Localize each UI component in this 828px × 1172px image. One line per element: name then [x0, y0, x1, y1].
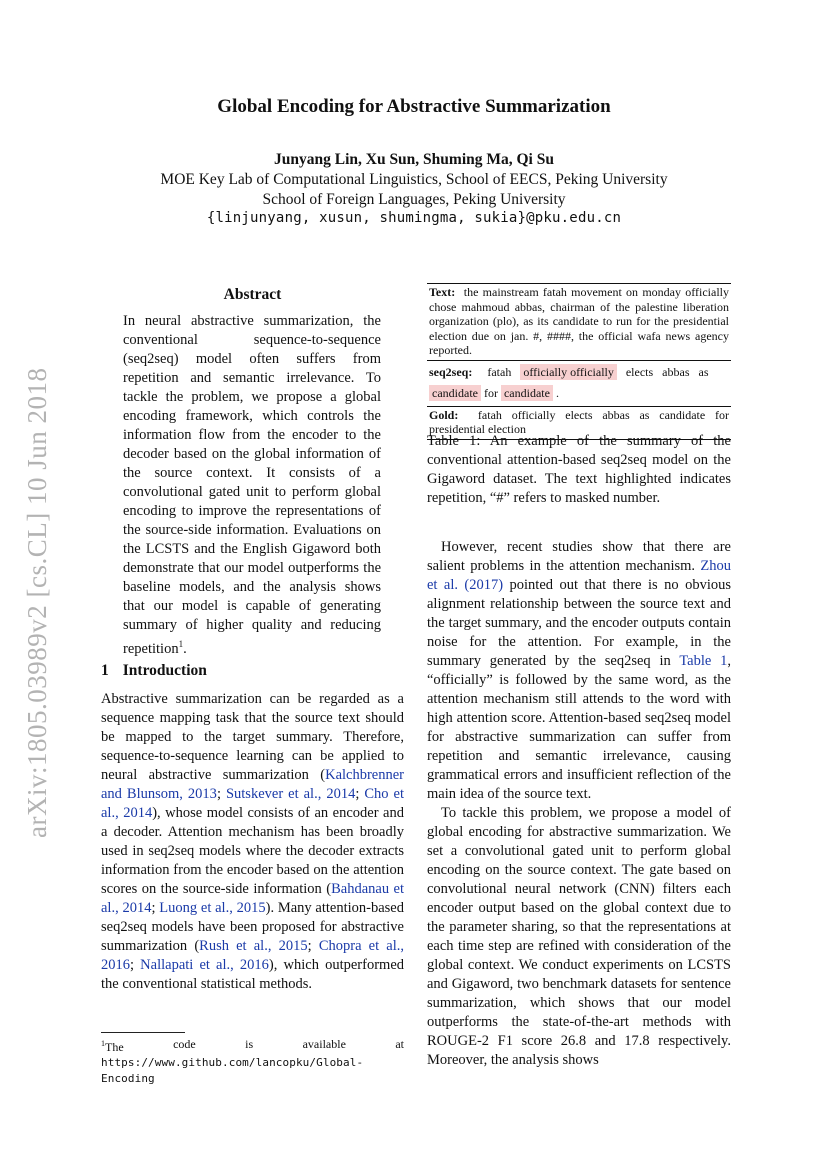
citation-link[interactable]: Sutskever et al., 2014	[225, 786, 356, 802]
table-reference-link[interactable]: Table 1	[679, 653, 728, 669]
citation-separator: ;	[307, 938, 319, 954]
body-text: , “officially” is followed by the same word, as the attention mechanism still attends to the word with high attention score. Attention-based seq2seq model for abstractive summarization can suffer from repetition and semantic irrelevance, causing grammatical errors and insufficient reflection of the main idea of the source text.	[427, 653, 732, 802]
footnote	[101, 1036, 404, 1087]
author-list: Junyang Lin, Xu Sun, Shuming Ma, Qi Su	[274, 151, 554, 168]
paragraph-proposal: To tackle this problem, we propose a model of global encoding for abstractive summarization. We set a convolutional gated unit to perform global encoding on the source context. The gate based on convolutional neural network (CNN) filters each encoder output based on the global context due to the parameter sharing, so that the representations at each time step are refined with consideration of the global context. We conduct experiments on LCSTS and Gigaword, two benchmark datasets for sentence summarization, which shows that our model outperforms the state-of-the-art methods with ROUGE-2 F1 score 26.8 and 17.8 respectively. Moreover, the analysis shows	[427, 805, 731, 1068]
seq2seq-word: .	[555, 385, 559, 400]
citation-link[interactable]: Zhou et al. (2017)	[427, 558, 731, 593]
intro-text-1: Abstractive summarization can be regarded as a sequence mapping task that the source text should be mapped to the target summary. Therefore, sequence-to-sequence learning can be applied to neural abstractive summarization (	[101, 691, 404, 783]
citation-link[interactable]: Bahdanau et al., 2014	[101, 881, 405, 916]
text-label: Text:	[429, 285, 456, 299]
gold-label: Gold:	[429, 407, 459, 422]
abstract-text: In neural abstractive summarization, the conventional sequence-to-sequence (seq2seq) model often suffers from repetition and semantic irrelevance. To tackle the problem, we propose a global encoding framework, which controls the information flow from the encoder to the decoder based on the global information of the source context. It consists of a convolutional gated unit to perform global encoding to improve the representations of the source-side information. Evaluations on the LCSTS and the English Gigaword both demonstrate that our model outperforms the baseline models, and the analysis shows that our model is capable of generating summary of higher quality and reducing repetition	[123, 313, 381, 657]
footnote-word: is	[245, 1037, 254, 1051]
footnote-word: code	[173, 1037, 196, 1051]
citation-link[interactable]: Rush et al., 2015	[199, 938, 308, 954]
table-caption: Table 1: An example of the summary of the conventional attention-based seq2seq model on the Gigaword dataset. The text highlighted indicates repetition, “#” refers to masked number.	[427, 433, 731, 506]
abstract-body: In neural abstractive summarization, the conventional sequence-to-sequence (seq2seq) model often suffers from repetition and semantic irrelevance. To tackle the problem, we propose a global encoding framework, which controls the information flow from the encoder to the decoder based on the global information of the source context. It consists of a convolutional gated unit to perform global encoding to improve the representations of the source-side information. Evaluations on the LCSTS and the English Gigaword both demonstrate that our model outperforms the baseline models, and the analysis shows that our model is capable of generating summary of higher quality and reducing repetition$^1$.	[123, 313, 381, 657]
seq2seq-label: seq2seq:	[429, 364, 473, 379]
footnote-line	[101, 1036, 404, 1055]
footnote-word: at	[395, 1037, 404, 1051]
affiliation-1: MOE Key Lab of Computational Linguistics, School of EECS, Peking University	[160, 171, 668, 188]
citation-separator: ;	[130, 957, 141, 973]
repetition-highlight: candidate	[429, 385, 481, 401]
author-emails: {linjunyang, xusun, shumingma, sukia}@pku.edu.cn	[206, 210, 622, 226]
section-title: Introduction	[122, 662, 207, 679]
section-heading-introduction	[101, 662, 207, 680]
body-text: pointed out that there is no obvious alignment relationship between the source text and the target summary, and the encoder outputs contain noise for the attention. For example, in the summary generated by the seq2seq in	[427, 577, 731, 669]
footnote-marker[interactable]: 1	[178, 639, 184, 649]
table-row-text	[427, 284, 731, 360]
citation-separator: ;	[355, 786, 365, 802]
repetition-highlight: officially officially	[520, 364, 617, 380]
repetition-highlight: candidate	[501, 385, 553, 401]
paper-title: Global Encoding for Abstractive Summarization	[217, 96, 611, 117]
intro-paragraph	[101, 690, 404, 994]
seq2seq-word: elects abbas as	[625, 364, 709, 379]
intro-text-2: ), whose model consists of an encoder and a decoder. Attention mechanism has been broadly used in seq2seq models where the decoder extracts information from the encoder based on the attention scores on the source-side information (	[101, 805, 404, 897]
footnote-word-text: The	[105, 1040, 124, 1054]
footnote-word: available	[302, 1037, 346, 1051]
right-column	[427, 538, 731, 1070]
body-text: However, recent studies show that there are salient problems in the attention mechanism.	[427, 539, 731, 574]
paragraph-attention-problems	[427, 538, 731, 804]
citation-link[interactable]: Cho et al., 2014	[101, 786, 404, 821]
section-number: 1	[101, 662, 109, 679]
arxiv-stamp: arXiv:1805.03989v2 [cs.CL] 10 Jun 2018	[22, 367, 52, 838]
footnote-word	[101, 1036, 124, 1055]
citation-link[interactable]: Luong et al., 2015	[159, 900, 266, 916]
gold-value: fatah officially elects abbas as candidate for presidential election	[429, 407, 729, 436]
intro-text-3: ). Many attention-based seq2seq models have been proposed for abstractive summarization (	[101, 900, 404, 954]
table-row-seq2seq	[427, 361, 731, 406]
intro-text-4: ), which outperformed the conventional statistical methods.	[101, 957, 405, 992]
text-value: the mainstream fatah movement on monday officially chose mahmoud abbas, chairman of the palestine liberation organization (plo), as its candidate to run for the presidential election due on jan. #, ####, the official wafa news agency reported.	[429, 285, 729, 357]
seq2seq-word: fatah	[487, 364, 512, 379]
abstract-heading: Abstract	[223, 286, 282, 303]
affiliation-2: School of Foreign Languages, Peking University	[262, 191, 566, 208]
citation-separator: ;	[216, 786, 226, 802]
code-url-link[interactable]: https://www.github.com/lancopku/Global-Encoding	[101, 1056, 364, 1085]
citation-link[interactable]: Chopra et al., 2016	[101, 938, 404, 973]
citation-link[interactable]: Nallapati et al., 2016	[140, 957, 269, 973]
example-table	[427, 283, 731, 440]
footnote-divider	[101, 1032, 185, 1033]
citation-separator: ;	[151, 900, 160, 916]
seq2seq-word: for	[483, 385, 498, 400]
citation-link[interactable]: Kalchbrenner and Blunsom, 2013	[101, 767, 404, 802]
footnote-number: 1	[101, 1039, 105, 1048]
